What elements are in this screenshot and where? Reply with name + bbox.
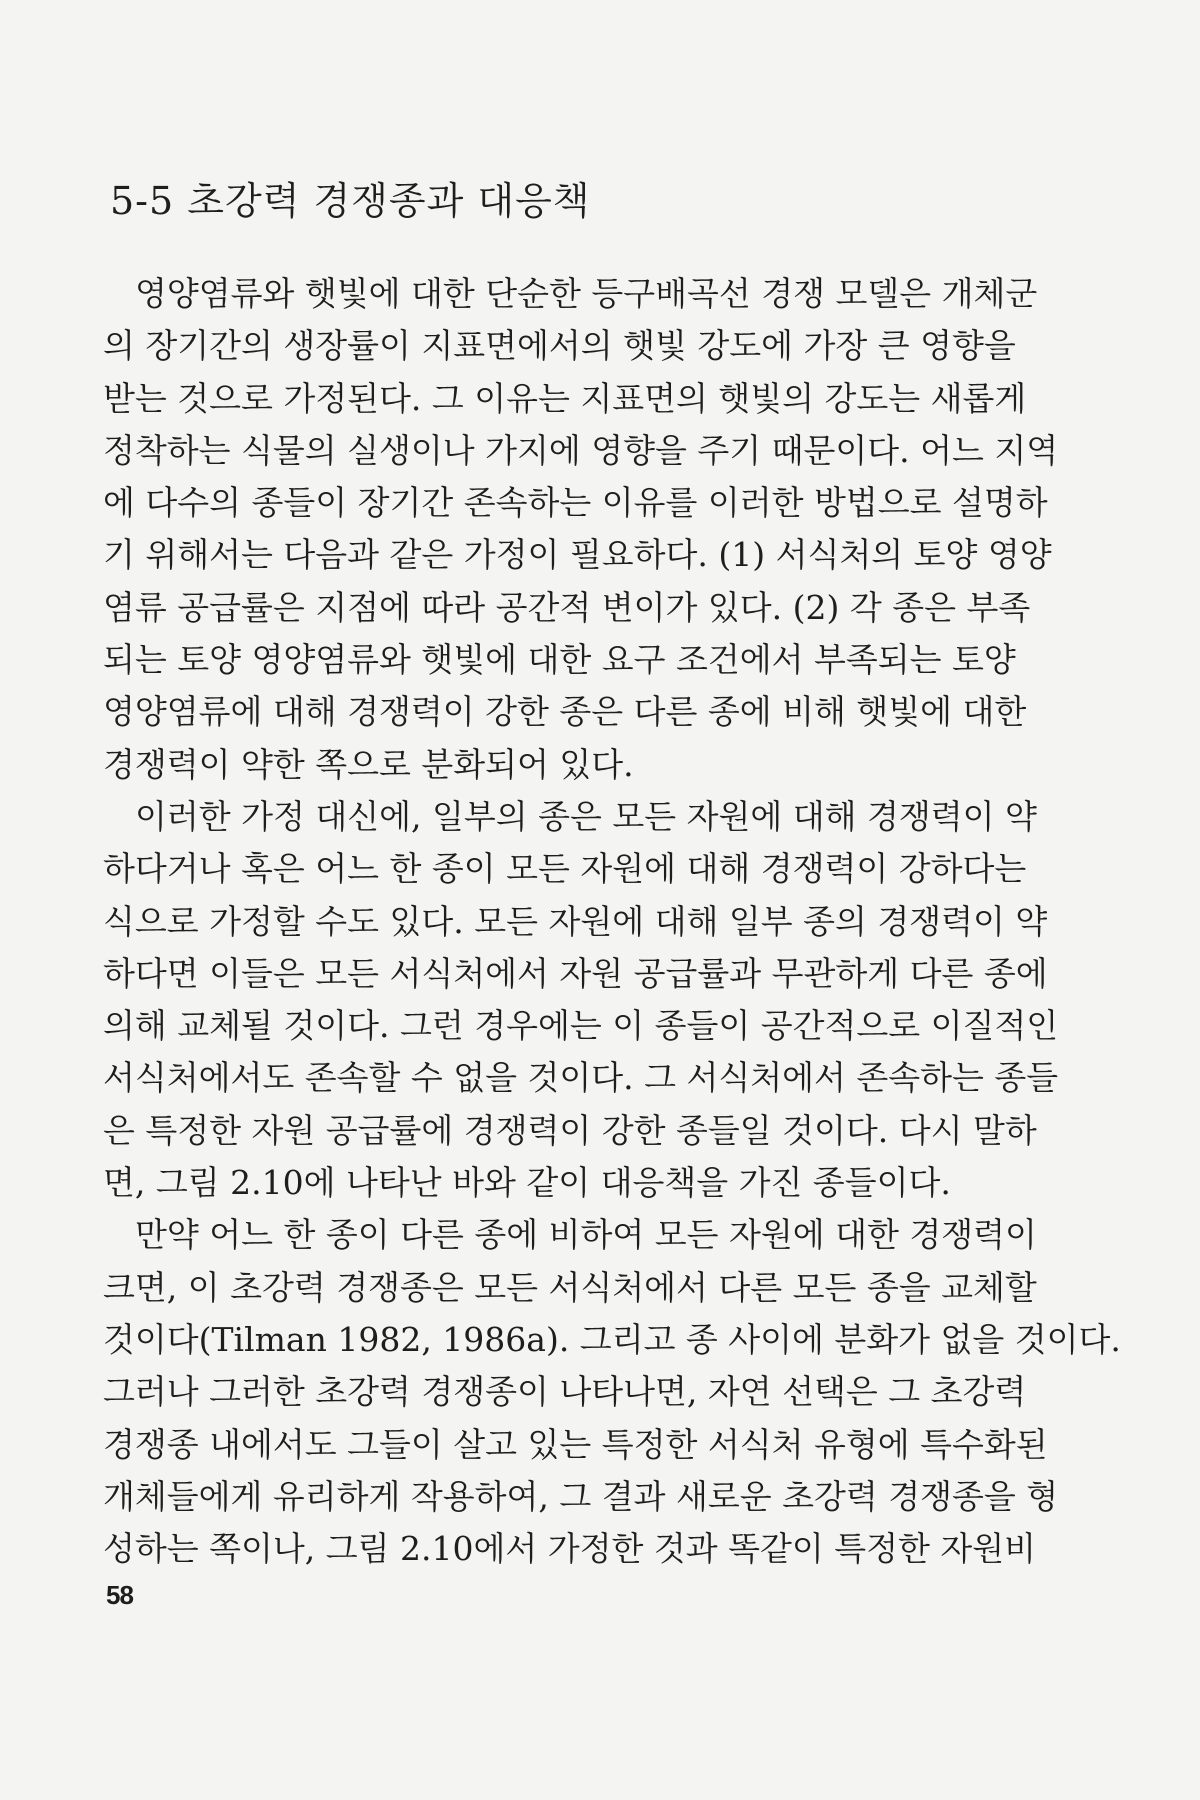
section-title: 5-5 초강력 경쟁종과 대응책 (110, 179, 591, 223)
text-line: 이러한 가정 대신에, 일부의 종은 모든 자원에 대해 경쟁력이 약 (135, 796, 1037, 836)
text-line: 받는 것으로 가정된다. 그 이유는 지표면의 햇빛의 강도는 새롭게 (103, 378, 1027, 418)
text-line: 기 위해서는 다음과 같은 가정이 필요하다. (1) 서식처의 토양 영양 (103, 535, 1052, 575)
text-line: 하다거나 혹은 어느 한 종이 모든 자원에 대해 경쟁력이 강하다는 (103, 849, 1027, 889)
text-line: 하다면 이들은 모든 서식처에서 자원 공급률과 무관하게 다른 종에 (103, 953, 1048, 993)
paragraph-3 (103, 1209, 1121, 1575)
text-line: 성하는 쪽이나, 그림 2.10에서 가정한 것과 똑같이 특정한 자원비 (103, 1529, 1036, 1569)
text-line: 면, 그림 2.10에 나타난 바와 같이 대응책을 가진 종들이다. (103, 1163, 951, 1203)
text-line: 것이다(Tilman 1982, 1986a). 그리고 종 사이에 분화가 없을 것이다. (103, 1319, 1121, 1359)
text-line: 크면, 이 초강력 경쟁종은 모든 서식처에서 다른 모든 종을 교체할 (103, 1267, 1037, 1307)
text-line: 되는 토양 영양염류와 햇빛에 대한 요구 조건에서 부족되는 토양 (103, 640, 1016, 680)
text-line: 식으로 가정할 수도 있다. 모든 자원에 대해 일부 종의 경쟁력이 약 (103, 901, 1048, 941)
page-number: 58 (106, 1580, 133, 1610)
paragraph-1 (103, 268, 1059, 791)
text-line: 영양염류와 햇빛에 대한 단순한 등구배곡선 경쟁 모델은 개체군 (135, 274, 1038, 313)
text-line: 의해 교체될 것이다. 그런 경우에는 이 종들이 공간적으로 이질적인 (103, 1006, 1059, 1046)
text-line: 영양염류에 대해 경쟁력이 강한 종은 다른 종에 비해 햇빛에 대한 (103, 692, 1027, 732)
text-line: 염류 공급률은 지점에 따라 공간적 변이가 있다. (2) 각 종은 부족 (103, 587, 1031, 627)
text-line: 개체들에게 유리하게 작용하여, 그 결과 새로운 초강력 경쟁종을 형 (103, 1476, 1059, 1516)
text-line: 경쟁종 내에서도 그들이 살고 있는 특정한 서식처 유형에 특수화된 (103, 1424, 1048, 1464)
text-line: 정착하는 식물의 실생이나 가지에 영향을 주기 때문이다. 어느 지역 (103, 430, 1059, 470)
text-line: 경쟁력이 약한 쪽으로 분화되어 있다. (103, 744, 634, 784)
text-line: 그러나 그러한 초강력 경쟁종이 나타나면, 자연 선택은 그 초강력 (103, 1372, 1027, 1412)
text-line: 에 다수의 종들이 장기간 존속하는 이유를 이러한 방법으로 설명하 (103, 483, 1048, 523)
text-line: 서식처에서도 존속할 수 없을 것이다. 그 서식처에서 존속하는 종들 (103, 1058, 1059, 1098)
body-text (103, 268, 1121, 1575)
paragraph-2 (103, 791, 1059, 1209)
text-line: 의 장기간의 생장률이 지표면에서의 햇빛 강도에 가장 큰 영향을 (103, 326, 1016, 366)
text-line: 만약 어느 한 종이 다른 종에 비하여 모든 자원에 대한 경쟁력이 (135, 1215, 1037, 1255)
text-line: 은 특정한 자원 공급률에 경쟁력이 강한 종들일 것이다. 다시 말하 (103, 1110, 1037, 1150)
